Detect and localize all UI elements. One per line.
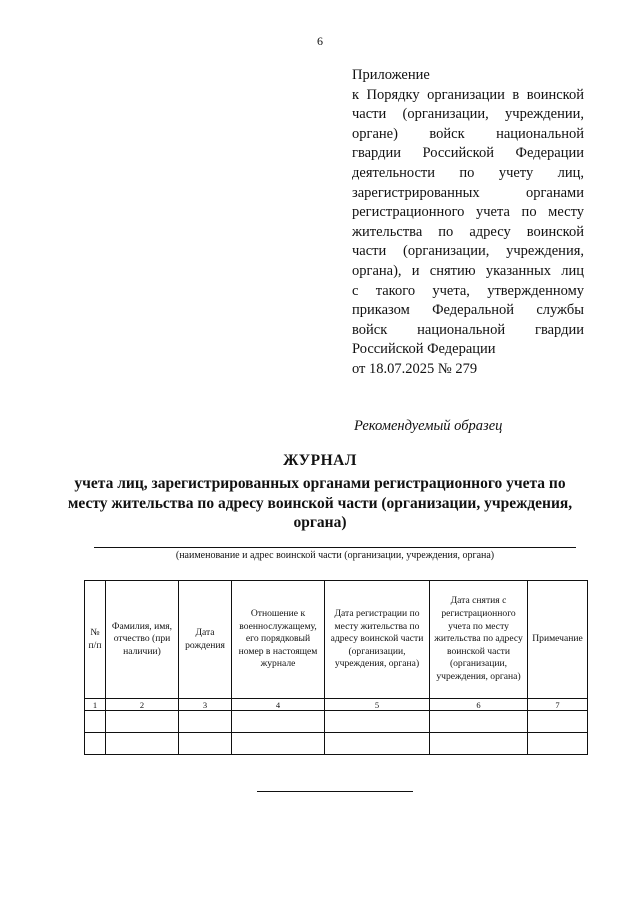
header-birth-date: Дата рождения	[179, 581, 232, 699]
table-cell	[179, 711, 232, 733]
header-relation: Отношение к военнослужащему, его порядковый номер в настоящем журнале	[232, 581, 325, 699]
appendix-block	[352, 66, 584, 380]
journal-subtitle: учета лиц, зарегистрированных органами регистрационного учета по месту жительства по адресу воинской части (организации, учреждения, органа)	[67, 475, 573, 531]
header-note: Примечание	[528, 581, 588, 699]
column-number: 3	[179, 699, 232, 711]
table-cell	[528, 711, 588, 733]
table-cell	[106, 711, 179, 733]
appendix-line: гвардии Российской Федерации	[352, 145, 584, 162]
table-cell	[106, 733, 179, 755]
page-number: 6	[317, 34, 323, 48]
appendix-line: органе) войск национальной	[352, 125, 584, 142]
appendix-line: части (организации, учреждения,	[352, 243, 584, 260]
appendix-line: Российской Федерации	[352, 341, 496, 358]
appendix-line: с такого учета, утвержденному	[352, 282, 584, 299]
table-cell	[85, 733, 106, 755]
header-number: № п/п	[85, 581, 106, 699]
appendix-line: жительства по адресу воинской	[352, 223, 584, 240]
appendix-line: к Порядку организации в воинской	[352, 86, 584, 103]
column-number: 6	[430, 699, 528, 711]
appendix-line: деятельности по учету лиц,	[352, 164, 584, 181]
appendix-line: Приложение	[352, 67, 430, 83]
closing-underline	[257, 791, 413, 792]
table-header-row	[85, 581, 588, 699]
appendix-line: приказом Федеральной службы	[352, 302, 584, 319]
table-cell	[325, 733, 430, 755]
journal-table	[84, 580, 588, 755]
table-cell	[232, 733, 325, 755]
table-cell	[85, 711, 106, 733]
column-number: 5	[325, 699, 430, 711]
table-row	[85, 711, 588, 733]
appendix-line: войск национальной гвардии	[352, 321, 584, 338]
unit-name-underline	[94, 547, 576, 548]
table-cell	[179, 733, 232, 755]
column-number-row	[85, 699, 588, 711]
table-cell	[325, 711, 430, 733]
table-cell	[430, 711, 528, 733]
column-number: 2	[106, 699, 179, 711]
appendix-line: органа), и снятию указанных лиц	[352, 262, 584, 279]
header-full-name: Фамилия, имя, отчество (при наличии)	[106, 581, 179, 699]
header-registration-date: Дата регистрации по месту жительства по адресу воинской части (организации, учреждения, органа)	[325, 581, 430, 699]
header-deregistration-date: Дата снятия с регистрационного учета по месту жительства по адресу воинской части (организации, учреждения, органа)	[430, 581, 528, 699]
appendix-line: части (организации, учреждении,	[352, 106, 584, 123]
sample-label: Рекомендуемый образец	[354, 418, 503, 434]
column-number: 7	[528, 699, 588, 711]
column-number: 4	[232, 699, 325, 711]
table-cell	[232, 711, 325, 733]
unit-name-caption: (наименование и адрес воинской части (организации, учреждения, органа)	[175, 550, 495, 561]
appendix-line: зарегистрированных органами	[352, 184, 584, 201]
journal-title: ЖУРНАЛ	[283, 452, 357, 469]
appendix-date-line: от 18.07.2025 № 279	[352, 360, 478, 377]
table-cell	[430, 733, 528, 755]
appendix-line: регистрационного учета по месту	[352, 204, 584, 221]
table-cell	[528, 733, 588, 755]
column-number: 1	[85, 699, 106, 711]
table-row	[85, 733, 588, 755]
